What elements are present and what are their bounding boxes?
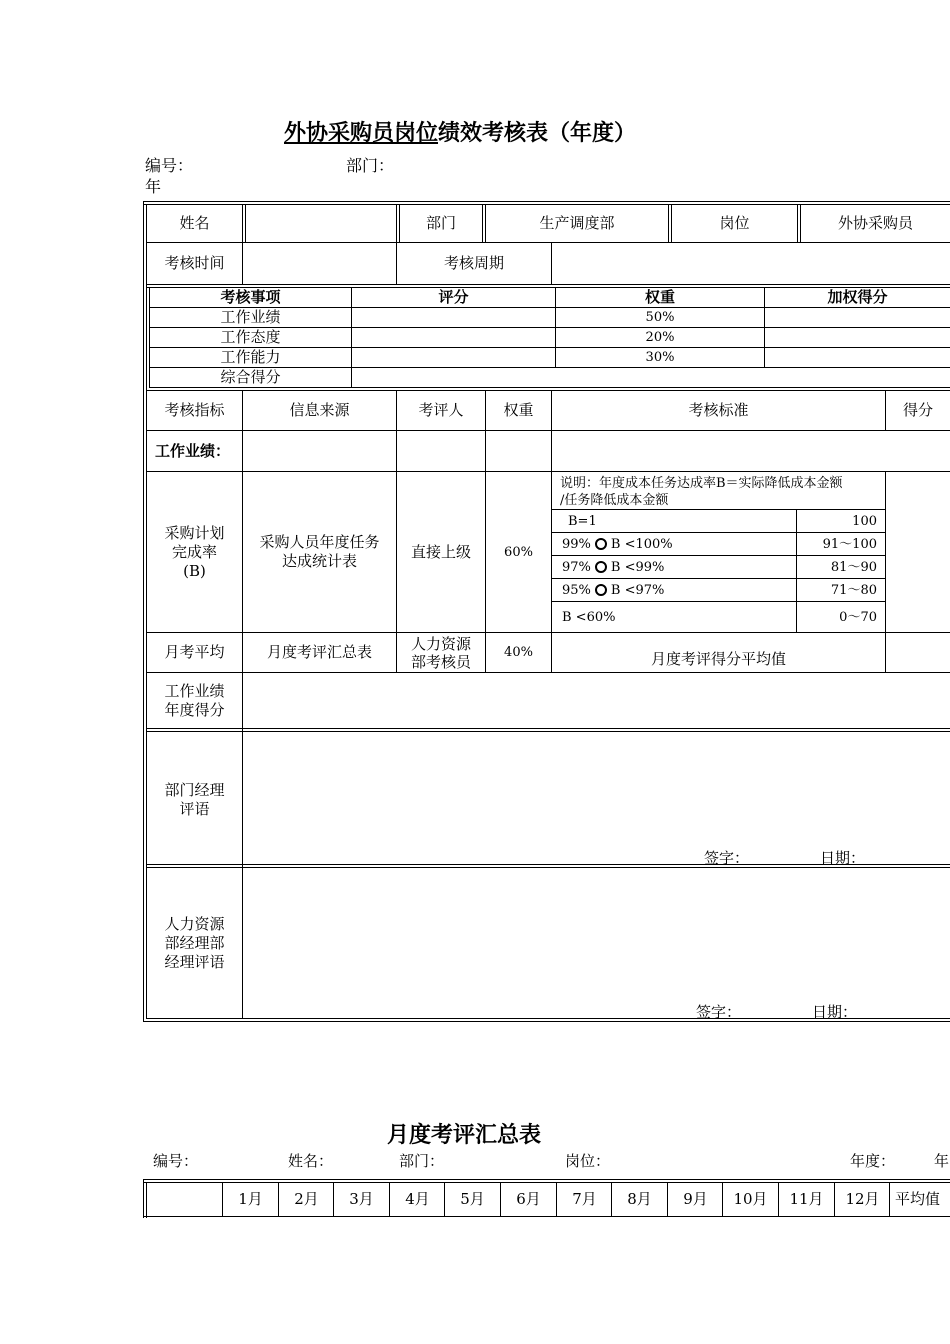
kpi2-standard: 月度考评得分平均值 [650, 650, 786, 668]
time-label: 考核时间 [164, 254, 225, 272]
monthly-summary-title: 月度考评汇总表 [387, 1122, 542, 1148]
summary-item: 工作业绩 [220, 308, 281, 326]
month-header-cell: 7月 [572, 1190, 597, 1208]
summary-header-score: 评分 [438, 288, 469, 306]
summary-weight: 50% [645, 310, 675, 325]
kpi1-name [147, 472, 242, 632]
hr-comment-label [147, 868, 242, 1018]
bullet-circle-icon [595, 584, 607, 596]
kpi1-rater: 直接上级 [410, 542, 471, 561]
hr-comment-line: 经理评语 [164, 952, 225, 971]
bottom-number-label: 编号： [153, 1152, 199, 1170]
month-header-cell: 9月 [683, 1190, 708, 1208]
time-field[interactable] [243, 243, 396, 284]
month-header-cell: 平均值 [894, 1190, 940, 1208]
kpi1-name-line: (B) [183, 561, 206, 580]
post-label: 岗位 [719, 214, 750, 232]
perf-section-label: 工作业绩： [155, 441, 231, 460]
dept-label: 部门 [425, 214, 456, 232]
month-header-cell: 8月 [627, 1190, 652, 1208]
kpi1-note-line: 说明：年度成本任务达成率B＝实际降低成本金额 [560, 476, 843, 491]
header-dept-label: 部门： [346, 156, 395, 175]
kpi1-name-line: 采购计划 [164, 523, 225, 542]
level-condition [562, 556, 782, 578]
index-header-source: 信息来源 [289, 401, 350, 419]
kpi2-rater [397, 633, 485, 672]
period-label: 考核周期 [443, 254, 504, 272]
level-score: 81～90 [830, 559, 877, 575]
level-condition: B <60% [562, 610, 616, 625]
kpi2-rater-line: 部考核员 [410, 652, 471, 671]
summary-item: 综合得分 [220, 368, 281, 386]
kpi2-name: 月考平均 [164, 643, 225, 661]
month-header-cell: 1月 [238, 1190, 263, 1208]
title-rest: 绩效考核表（年度） [438, 120, 637, 146]
bottom-name-label: 姓名： [288, 1152, 334, 1170]
bullet-circle-icon [595, 538, 607, 550]
mgr-comment-line: 部门经理 [164, 781, 225, 799]
level-condition: B=1 [568, 513, 597, 529]
hr-sign-label: 签字： [696, 1003, 742, 1021]
level-cond-upper: B <100% [610, 536, 673, 552]
month-header-cell: 10月 [733, 1190, 768, 1208]
kpi1-note-line: /任务降低成本金额 [560, 493, 669, 508]
month-header-cell: 11月 [789, 1190, 824, 1208]
annual-score-line: 工作业绩 [164, 681, 225, 700]
summary-header-item: 考核事项 [220, 288, 281, 306]
name-label: 姓名 [179, 214, 210, 232]
bottom-year-unit: 年 [934, 1152, 950, 1170]
index-header-rater: 考评人 [418, 401, 464, 419]
kpi1-source [243, 472, 396, 632]
mgr-comment-line: 评语 [179, 800, 210, 818]
hr-comment-line: 部经理部 [164, 933, 225, 952]
index-header-weight: 权重 [503, 401, 534, 419]
summary-header-weight: 权重 [644, 288, 675, 306]
kpi2-weight: 40% [504, 645, 533, 660]
level-score: 0～70 [839, 610, 877, 625]
kpi2-rater-line: 人力资源 [410, 634, 471, 653]
bottom-year-label: 年度： [850, 1152, 896, 1170]
mgr-date-label: 日期： [820, 849, 866, 867]
level-cond-lower: 95% [562, 582, 591, 598]
summary-weight: 30% [645, 350, 675, 365]
month-header-cell: 3月 [349, 1190, 374, 1208]
title-underlined: 外协采购员岗位 [284, 120, 439, 146]
level-condition [562, 533, 782, 555]
summary-header-weighted: 加权得分 [827, 288, 888, 306]
index-header-standard: 考核标准 [688, 401, 749, 419]
kpi2-source: 月度考评汇总表 [266, 643, 372, 661]
level-score: 71～80 [830, 582, 877, 598]
summary-item: 工作态度 [220, 328, 281, 346]
header-year-label: 年 [145, 177, 162, 196]
index-header-score: 得分 [902, 401, 933, 419]
level-cond-upper: B <99% [610, 559, 665, 575]
kpi1-weight: 60% [504, 544, 533, 560]
index-header-indicator: 考核指标 [164, 401, 225, 419]
month-header-cell: 12月 [845, 1190, 880, 1208]
month-header-cell: 5月 [460, 1190, 485, 1208]
hr-comment-line: 人力资源 [164, 914, 225, 933]
hr-date-label: 日期： [812, 1003, 858, 1021]
month-header-cell: 4月 [405, 1190, 430, 1208]
level-score: 100 [852, 513, 877, 529]
dept-value: 生产调度部 [539, 214, 615, 232]
month-header-cell: 6月 [516, 1190, 541, 1208]
name-field[interactable] [246, 205, 396, 242]
header-number-label: 编号： [145, 156, 194, 175]
level-cond-lower: 99% [562, 536, 591, 552]
summary-weight: 20% [645, 330, 675, 345]
mgr-sign-label: 签字： [704, 849, 750, 867]
bottom-post-label: 岗位： [565, 1152, 611, 1170]
level-cond-lower: 97% [562, 559, 591, 575]
level-cond-upper: B <97% [610, 582, 665, 598]
kpi1-note [560, 475, 843, 509]
mgr-comment-label [147, 740, 242, 860]
kpi1-source-line: 达成统计表 [281, 552, 357, 570]
post-value: 外协采购员 [837, 214, 913, 232]
period-field[interactable] [552, 243, 950, 284]
month-header-cell: 2月 [294, 1190, 319, 1208]
summary-item: 工作能力 [220, 348, 281, 366]
kpi1-source-line: 采购人员年度任务 [259, 533, 380, 551]
page-title [284, 116, 636, 147]
bottom-dept-label: 部门： [399, 1152, 445, 1170]
annual-score-line: 年度得分 [164, 700, 225, 719]
kpi1-name-line: 完成率 [171, 542, 217, 561]
level-condition [562, 579, 782, 601]
level-score: 91～100 [822, 536, 877, 552]
annual-score-label [147, 673, 242, 728]
bullet-circle-icon [595, 561, 607, 573]
